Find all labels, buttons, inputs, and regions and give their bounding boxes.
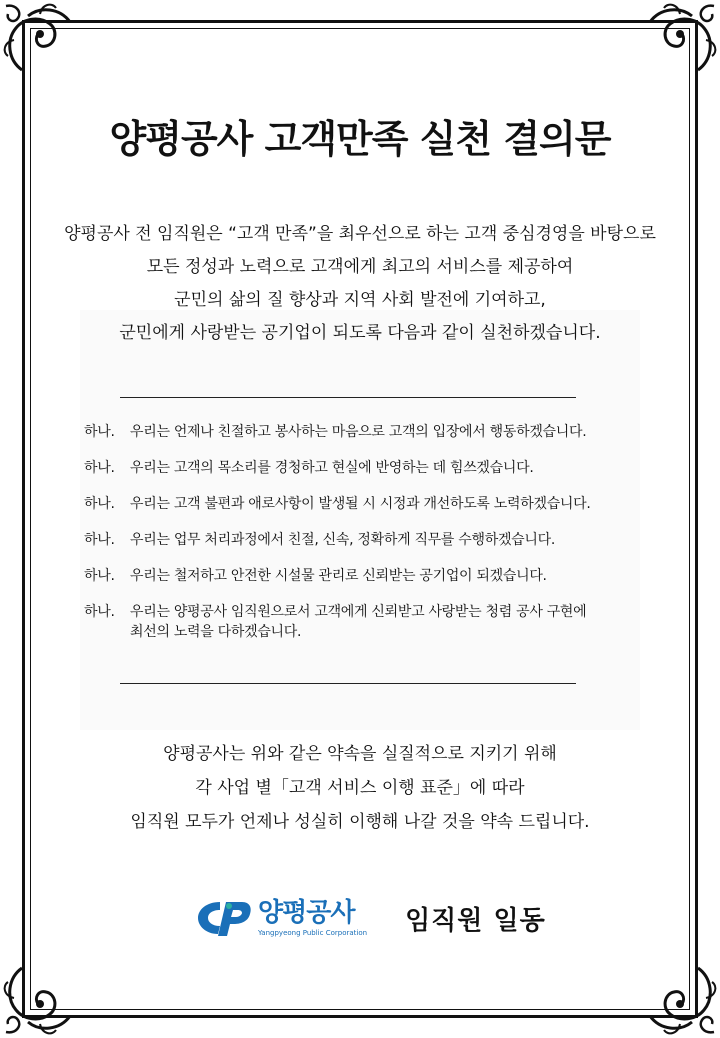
- pledge-text: 우리는 양평공사 임직원으로서 고객에게 신뢰받고 사랑받는 청렴 공사 구현에 최선의 노력을 다하겠습니다.: [130, 604, 587, 640]
- intro-line: 양평공사 전 임직원은 “고객 만족”을 최우선으로 하는 고객 중심경영을 바탕으로: [64, 224, 656, 244]
- pledge-text: 우리는 업무 처리과정에서 친절, 신속, 정확하게 직무를 수행하겠습니다.: [130, 532, 555, 548]
- divider-top: [120, 397, 576, 398]
- pledge-lead: 하나.: [84, 424, 115, 440]
- intro-line: 군민의 삶의 질 향상과 지역 사회 발전에 기여하고,: [174, 290, 546, 310]
- corner-ornament-icon: [0, 0, 74, 74]
- closing-line: 양평공사는 위와 같은 약속을 실질적으로 지키기 위해: [163, 744, 557, 764]
- pledge-item: [84, 566, 654, 586]
- intro-line: 모든 정성과 노력으로 고객에게 최고의 서비스를 제공하여: [146, 257, 574, 277]
- pledge-list: [84, 422, 654, 658]
- intro-line: 군민에게 사랑받는 공기업이 되도록 다음과 같이 실천하겠습니다.: [119, 323, 601, 343]
- pledge-lead: 하나.: [84, 604, 115, 620]
- pledge-lead: 하나.: [84, 568, 115, 584]
- pledge-text: 우리는 언제나 친절하고 봉사하는 마음으로 고객의 입장에서 행동하겠습니다.: [130, 424, 587, 440]
- pledge-text: 우리는 철저하고 안전한 시설물 관리로 신뢰받는 공기업이 되겠습니다.: [130, 568, 547, 584]
- footer: [196, 896, 546, 940]
- pledge-item: [84, 458, 654, 478]
- pledge-item: [84, 494, 654, 514]
- document-title: 양평공사 고객만족 실천 결의문: [109, 117, 611, 161]
- pledge-text: 우리는 고객의 목소리를 경청하고 현실에 반영하는 데 힘쓰겠습니다.: [130, 460, 534, 476]
- pledge-item: [84, 602, 654, 642]
- closing-line: 각 사업 별「고객 서비스 이행 표준」에 따라: [195, 778, 525, 798]
- pledge-text: 우리는 고객 불편과 애로사항이 발생될 시 시정과 개선하도록 노력하겠습니다.: [130, 496, 591, 512]
- pledge-lead: 하나.: [84, 532, 115, 548]
- closing-paragraph: [0, 737, 720, 839]
- corner-ornament-icon: [646, 964, 720, 1038]
- pledge-item: [84, 530, 654, 550]
- signature: 임직원 일동: [405, 905, 546, 936]
- logo-name: 양평공사: [258, 898, 355, 928]
- closing-line: 임직원 모두가 언제나 성실히 이행해 나갈 것을 약속 드립니다.: [130, 812, 590, 832]
- company-logo-icon: [196, 896, 252, 940]
- pledge-item: [84, 422, 654, 442]
- divider-bottom: [120, 683, 576, 684]
- pledge-lead: 하나.: [84, 496, 115, 512]
- intro-paragraph: [0, 218, 720, 350]
- company-logo: [258, 898, 367, 938]
- corner-ornament-icon: [646, 0, 720, 74]
- pledge-lead: 하나.: [84, 460, 115, 476]
- logo-english: Yangpyeong Public Corporation: [258, 929, 368, 937]
- corner-ornament-icon: [0, 964, 74, 1038]
